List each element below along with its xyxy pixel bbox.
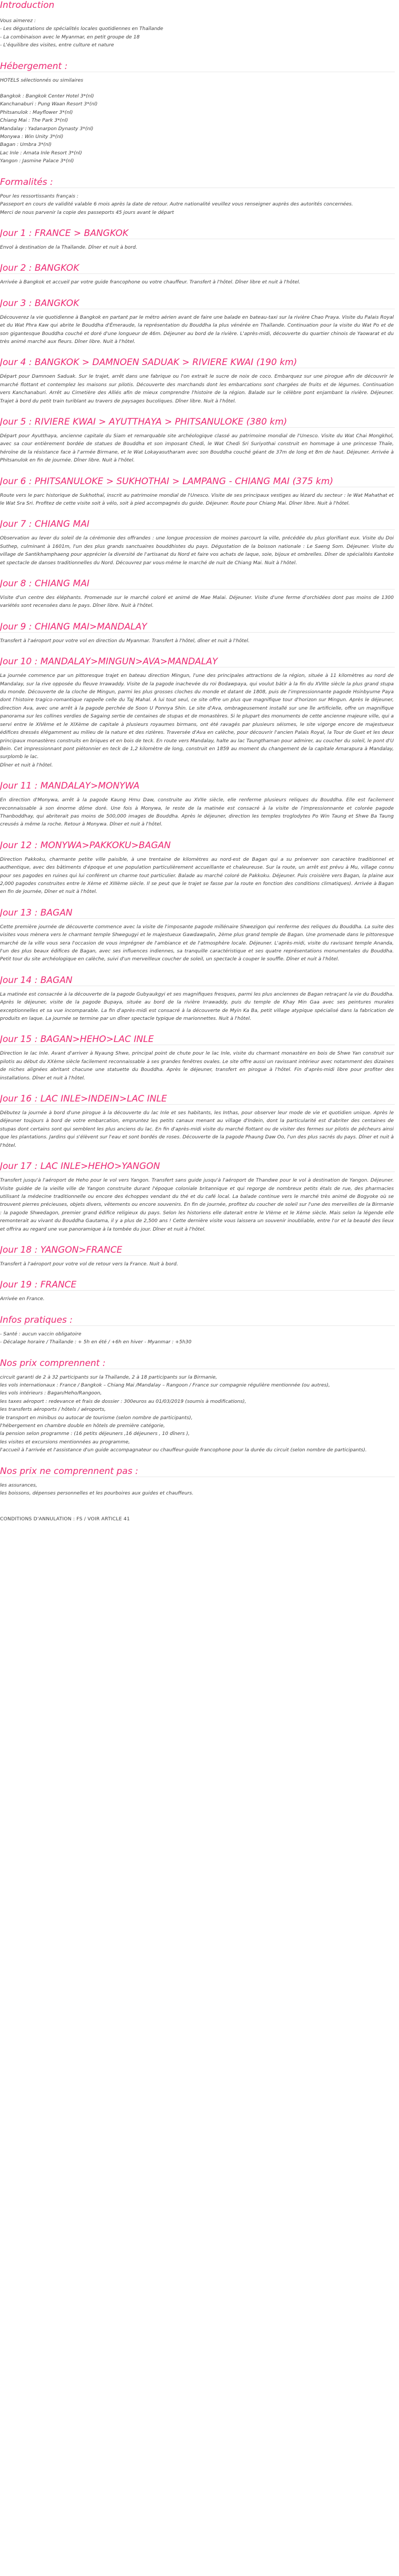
- day-description: Arrivée en France.: [0, 1296, 45, 1302]
- day-section: [0, 298, 395, 346]
- day-section: [0, 622, 395, 645]
- day-description: Observation au lever du soleil de la cérémonie des offrandes : une longue procession de moines parcourt la ville, précédée du plus glorifiant eux. Visite du Doi Suthep, culminant à 1601m, l'un des plus grands sanctuaires bouddhistes du pays. Dégustation de la boisson nationale : Le Saeng Som. Déjeuner. Visite du village de Santikhamphaeng pour apprécier la diversité de l'artisanat du Nord et faire vos achats de laque, soie, bijoux et ombrelles. Dîner de spécialités Kantoke et spectacle de danses traditionnelles du Nord. Découvrez par vous-même le marché de nuit de Chiang Mai. Nuit à l'hôtel.: [0, 535, 394, 566]
- prix-comprend-item: le transport en minibus ou autocar de tourisme (selon nombre de participants),: [0, 1414, 193, 1421]
- day-description: Direction Pakkoku, charmante petite ville paisible, à une trentaine de kilomètres au nord-est de Bagan qui a su préserver son caractère traditionnel et authentique, avec des bâtiments d'époque et une population particulièrement accueillante et chaleureuse. Sur la route, un arrêt est prévu à Mu, village connu pour ses pagodes en ruines qui lui conférent un charme tout particulier. Balade au marché coloré de Pakkoku. Déjeuner. Puis croisière vers Bagan, la plaine aux 2,000 pagodes construites entre le Xème et XIIIème siècle. Il se peut que le trajet se fasse par la route en fonction des conditions climatiques). Arrivée à Bagan en fin de journée, Dîner et nuit à l'hôtel.: [0, 856, 394, 895]
- day-section: [0, 1094, 395, 1149]
- prix-pas-section: [0, 1466, 395, 1498]
- day-title: Jour 9 : CHIANG MAI>MANDALAY: [0, 621, 147, 632]
- prix-comprend-section: [0, 1358, 395, 1454]
- section-divider: [0, 427, 395, 428]
- day-description: Envol à destination de la Thaïlande. Dîner et nuit à bord.: [0, 244, 137, 250]
- day-section: [0, 656, 395, 769]
- day-title: Jour 7 : CHIANG MAI: [0, 519, 89, 530]
- day-description: Transfert à l'aéroport pour votre vol de retour vers la France. Nuit à bord.: [0, 1261, 178, 1267]
- day-section: [0, 1245, 395, 1268]
- day-description: Cette première journée de découverte commence avec la visite de l'imposante pagode millénaire Shwezigon qui renferme des reliques du Bouddha. La suite des visites vous mènera vers le charmant temple Shwegugyi et le majestueux Gawdawpalin, 2ème plus grand temple de Bagan. Une promenade dans le pittoresque marché de la ville vous sera l'occasion de vous imprégner de l'ambiance et de l'atmosphère locale. Déjeuner. L'après-midi, visite du ravissant temple Ananda, l'un des plus beaux édifices de Bagan, avec ses influences indiennes, sa tranquille caractéristique et ses quatre représentations monumentales du Bouddha. Petit tour du site archéologique en calèche, suivi d'un merveilleux coucher de soleil, un spectacle à couper le souffle. Dîner et nuit à l'hôtel.: [0, 923, 394, 962]
- prix-pas-title: Nos prix ne comprennent pas :: [0, 1466, 138, 1477]
- infos-section: [0, 1315, 395, 1346]
- prix-comprend-list: [0, 1373, 395, 1454]
- day-description: Débutez la journée à bord d'une pirogue à la découverte du lac Inle et ses habitants, les Inthas, pour observer leur mode de vie et quotidien unique. Après le déjeuner toujours à bord de votre embarcation, empruntez les petits canaux menant au village d'Indein, dont la particularité est d'abriter des centaines de stupas dont certains sont qui semblent les plus anciens du lac. En fin d'après-midi visite du marché flottant ou de visiter des fermes sur pilotis de pêcheurs ainsi que les plantations. Jardins qui s'élèvent sur l'eau et sont bordés de roses. Découverte de la pagode Phaung Daw Oo, l'un des plus sacrés du pays. Dîner et nuit à l'hôtel.: [0, 1110, 394, 1148]
- infos-line: - Santé : aucun vaccin obligatoire: [0, 1331, 82, 1337]
- hebergement-intro: HOTELS sélectionnés ou similaires: [0, 77, 84, 83]
- day-section: [0, 417, 395, 465]
- day-description: Départ pour Damnoen Saduak. Sur le trajet, arrêt dans une fabrique ou l'on extrait le sucre de noix de coco. Embarquez sur une pirogue afin de découvrir le marché flottant et contemplez les maisons sur pilotis. Découverte des marchands dont les embarcations sont chargées de fruits et de légumes. Continuation vers Kanchanaburi. Arrêt au Cimetière des Alliés afin de mieux comprendre l'histoire de la région. Balade sur le célèbre pont enjambant la rivière. Déjeuner. Trajet à bord du petit train turiblant au travers de paysages bucoliques. Dîner libre. Nuit à l'hôtel.: [0, 373, 394, 404]
- day-title: Jour 19 : FRANCE: [0, 1280, 77, 1291]
- cancellation-conditions: CONDITIONS D'ANNULATION : FS / VOIR ARTICLE 41: [0, 1516, 130, 1522]
- day-title: Jour 11 : MANDALAY>MONYWA: [0, 781, 139, 792]
- prix-pas-item: les boissons, dépenses personnelles et les pourboires aux guides et chauffeurs.: [0, 1490, 194, 1497]
- prix-comprend-item: circuit garanti de 2 à 32 participants sur la Thaïlande, 2 à 18 participants sur la Birmanie,: [0, 1374, 217, 1380]
- infos-title: Infos pratiques :: [0, 1314, 73, 1325]
- day-description: Visite d'un centre des éléphants. Promenade sur le marché coloré et animé de Mae Malai. Déjeuner. Visite d'une ferme d'orchidées dont pas moins de 1300 variétés sont recensées dans le pays. Dîner libre. Nuit à l'hôtel.: [0, 595, 394, 609]
- prix-comprend-item: l'accueil à l'arrivée et l'assistance d'un guide accompagnateur ou chauffeur-guide francophone pour la durée du circuit (selon nombre de participants).: [0, 1447, 367, 1453]
- day-title: Jour 16 : LAC INLE>INDEIN>LAC INLE: [0, 1094, 167, 1105]
- section-divider: [0, 918, 395, 919]
- prix-comprend-title: Nos prix comprennent :: [0, 1358, 106, 1369]
- hotel-item: Kanchanaburi : Pung Waan Resort 3*(nl): [0, 101, 98, 107]
- formalites-paragraph: Pour les ressortissants français :: [0, 193, 78, 199]
- infos-line: - Décalage horaire / Thaïlande : + 5h en été / +6h en hiver - Myanmar : +5h30: [0, 1339, 192, 1345]
- introduction-line: - La combinaison avec le Myanmar, en petit groupe de 18: [0, 34, 140, 40]
- day-description: La matinée est consacrée à la découverte de la pagode Gubyaukgyi et ses magnifiques fresques, parmi les plus anciennes de Bagan retraçant la vie du Bouddha. Après le déjeuner, visite de la pagode Bupaya, située au bord de la rivière Irrawaddy, puis du temple de Khay Min Gaa avec ses peintures murales exceptionnelles et sa vue incomparable. La fin d'après-midi est consacré à la découverte de Myin Ka Ba, petit village atypique spécialisé dans la fabrication de produits en laque. La journée se termine par un dîner spectacle typique de marionnettes. Nuit à l'hôtel.: [0, 991, 394, 1022]
- day-section: [0, 975, 395, 1023]
- introduction-list: [0, 17, 395, 50]
- hotel-item: Phitsanulok : Mayflower 3*(nl): [0, 109, 73, 115]
- day-title: Jour 17 : LAC INLE>HEHO>YANGON: [0, 1161, 160, 1172]
- section-divider: [0, 529, 395, 530]
- hotel-item: Lac Inle : Amata Inle Resort 3*(nl): [0, 150, 82, 156]
- day-description: Arrivée à Bangkok et accueil par votre guide francophone ou votre chauffeur. Transfert à l'hôtel. Dîner libre et nuit à l'hôtel.: [0, 279, 301, 286]
- day-title: Jour 14 : BAGAN: [0, 975, 73, 986]
- day-section: [0, 840, 395, 896]
- day-description: Transfert à l'aéroport pour votre vol en direction du Myanmar. Transfert à l'hôtel, dîner et nuit à l'hôtel.: [0, 637, 250, 644]
- prix-comprend-item: les transferts aéroports / hôtels / aéroports,: [0, 1407, 106, 1413]
- day-title: Jour 5 : RIVIERE KWAI > AYUTTHAYA > PHITSANULOKE (380 km): [0, 416, 287, 427]
- introduction-line: - L'équilibre des visites, entre culture et nature: [0, 42, 114, 48]
- hotel-item: Monywa : Win Unity 3*(nl): [0, 134, 64, 140]
- day-title: Jour 6 : PHITSANULOKE > SUKHOTHAI > LAMPANG - CHIANG MAI (375 km): [0, 476, 334, 487]
- section-divider: [0, 1255, 395, 1256]
- day-section: [0, 908, 395, 963]
- prix-comprend-item: les vols internationaux : France / Bangkok – Chiang Mai /Mandalay – Rangoon / France sur compagnie régulière mentionnée (ou autres),: [0, 1382, 330, 1388]
- day-description: Transfert jusqu'à l'aéroport de Heho pour le vol vers Yangon. Transfert sans guide jusqu'à l'aéroport de Thandwe pour le vol à destination de Yangon. Déjeuner. Visite guidée de la vieille ville de Yangon construite durant l'époque coloniale britannique et qui regorge de nombreux petits étals de rue, des pharmacies utilisant la médecine traditionnelle ou encore des échoppes vendant du thé et du café local. La balade continue vers le marché très animé de Bogyoke où se trouvent pierres précieuses, objets divers, vêtements ou encore souvenirs. En fin de journée, profitez du coucher de soleil sur l'une des merveilles de la Birmanie : la pagode Shwedagon, premier grand édifice religieux du pays. Selon les historiens elle daterait entre le VIème et le Xème siècle. Mais selon la légende elle remonterait au vivant du Bouddha Gautama, il y a plus de 2,500 ans ! Cette dernière visite vous laissera un souvenir inoubliable, entre l'or et la beauté des lieux et offrira au regard une vue panoramique à la tombée du jour. Dîner et nuit à l'hôtel.: [0, 1177, 394, 1232]
- day-description: Départ pour Ayutthaya, ancienne capitale du Siam et remarquable site archéologique classé au patrimoine mondial de l'Unesco. Visite du Wat Chai Mongkhol, avec sa cour entièrement bordée de statues de Bouddha et son imposant Chedi, le Wat Chedi Sri Suriyothai construit en hommage à une princesse Thaïe, héroïne de la résistance face à l'armée Birmane, et le Wat Lokayasutharam avec son Bouddha couché géant de 37m de long et 8m de haut. Déjeuner. Arrivée à Phitsanulok en fin de journée. Dîner libre. Nuit à l'hôtel.: [0, 432, 394, 464]
- hotel-item: Bagan : Umbra 3*(nl): [0, 142, 52, 148]
- section-divider: [0, 1290, 395, 1291]
- prix-comprend-item: les visites et excursions mentionnées au programme,: [0, 1439, 130, 1445]
- day-section: [0, 357, 395, 405]
- day-description: Découverez la vie quotidienne à Bangkok en partant par le métro aérien avant de faire une balade en bateau-taxi sur la rivière Chao Praya. Visite du Palais Royal et du Wat Phra Kaw qui abrite le Bouddha d'Émeraude, la représentation du Bouddha la plus vénérée en Thaïlande. Continuation pour la visite du Wat Po et de son gigantesque Bouddha couché et doré d'une longueur de 46m. Déjeuner au bord de la rivière. L'après-midi, découverte du quartier chinois de Yaowarat et du très animé marché aux fleurs. Dîner libre. Nuit à l'hôtel.: [0, 314, 394, 345]
- hotel-item: Mandalay : Yadanarpon Dynasty 3*(nl): [0, 125, 94, 132]
- day-section: [0, 263, 395, 286]
- hotel-item: Chiang Mai : The Park 3*(nl): [0, 117, 68, 124]
- day-title: Jour 1 : FRANCE > BANGKOK: [0, 228, 128, 239]
- hotel-item: Yangon : Jasmine Palace 3*(nl): [0, 158, 74, 164]
- section-divider: [0, 1104, 395, 1105]
- prix-comprend-item: la pension selon programme : (16 petits déjeuners ,16 déjeuners , 10 dîners ),: [0, 1431, 190, 1437]
- hotel-item: Bangkok : Bangkok Center Hotel 3*(nl): [0, 93, 94, 100]
- day-section: [0, 1280, 395, 1303]
- formalites-section: [0, 177, 395, 217]
- introduction-title: Introduction: [0, 0, 55, 11]
- section-divider: [0, 791, 395, 792]
- day-description: Route vers le parc historique de Sukhothaï, inscrit au patrimoine mondial de l'Unesco. Visite de ses principaux vestiges au lézard du secteur : le Wat Mahathat et le Wat Sra Sri. Profitez de cette visite soit à vélo, soit à pied accompagnés du guide. Déjeuner. Route pour Chiang Mai. Dîner libre. Nuit à l'hôtel.: [0, 492, 394, 506]
- day-title: Jour 13 : BAGAN: [0, 907, 73, 918]
- hotel-list: [0, 92, 395, 165]
- section-divider: [0, 632, 395, 633]
- spacer: [0, 84, 395, 92]
- day-title: Jour 4 : BANGKOK > DAMNOEN SADUAK > RIVIERE KWAI (190 km): [0, 357, 297, 368]
- day-section: [0, 476, 395, 508]
- introduction-line: Vous aimerez :: [0, 18, 36, 24]
- introduction-line: - Les dégustations de spécialités locales quotidiennes en Thaïlande: [0, 26, 163, 32]
- day-title: Jour 2 : BANGKOK: [0, 263, 79, 274]
- prix-comprend-item: l'hébergement en chambre double en hôtels de première catégorie,: [0, 1423, 165, 1429]
- prix-comprend-item: les taxes aéroport : redevance et frais de dossier : 300euros au 01/03/2019 (soumis à modifications),: [0, 1398, 246, 1404]
- day-title: Jour 10 : MANDALAY>MINGUN>AVA>MANDALAY: [0, 656, 218, 667]
- section-divider: [0, 273, 395, 274]
- day-description: Direction le lac Inle. Avant d'arriver à Nyaung Shwe, principal point de chute pour le lac Inle, visite du charmant monastère en bois de Shwe Yan construit sur pilotis au début du XXème siècle facilement reconnaissable à ses grandes fenêtres ovales. Le site offre aussi un ravissant intérieur avec notamment des dizaines de niches alignées abritant chacune une statuette du Bouddha. Après le déjeuner, transfert en pirogue à l'hôtel. Fin d'après-midi libre pour profiter des installations. Dîner et nuit à l'hôtel.: [0, 1050, 394, 1081]
- day-section: [0, 578, 395, 610]
- day-description: En direction d'Monywa, arrêt à la pagode Kaung Hmu Daw, construite au XVIIe siècle, elle renferme plusieurs reliques du Bouddha. Elle est facilement reconnaissable à son énorme dôme doré. Une fois à Monywa, le reste de la matinée est consacré à la visite de l'impressionnante et colorée pagode Thanboddhay, qui abriterait pas moins de 500,000 images de Bouddha. Après le déjeuner, direction les temples troglodytes Po Win Taung et Shwe Ba Taung creusés à même la roche. Retour à Monywa. Dîner et nuit à l'hôtel.: [0, 797, 394, 828]
- formalites-title: Formalités :: [0, 176, 53, 188]
- day-section: [0, 781, 395, 829]
- day-description: La journée commence par un pittoresque trajet en bateau direction Mingun, l'une des principales attractions de la région, située à 11 kilomètres au nord de Mandalay, sur la rive opposée du fleuve Irrawaddy. Visite de la pagode inachevée du roi Bodawpaya, qui voulut bâtir à la fin du XVIIIe siècle la plus grand stupa du monde. Découverte de la cloche de Mingun, parmi les plus grosses cloches du monde et datant de 1808, puis de l'impressionnante pagode Hsinbyume Paya dont l'histoire tragico-romantique rappelle celle du Taj Mahal. A lui tout seul, ce site offre un plus que magnifique tour d'horizon sur Mingun. Après le déjeuner, direction Ava, avec une arrêt à la pagode perchée de Soon U Ponnya Shin. Le site d'Ava, ombrageusement installé sur une île artificielle, offre un magnifique panorama sur les collines verdies de Sagaing sertie de centaines de stupas et de monastères. Si le plupart des monuments de cette ancienne majeure ville, qui a servi entre le XIVème et le XIXème de capitale à plusieurs royaumes birmans, ont été ravagés par plusieurs séismes, le site vigorge encore de majestueux édifices dressés élégamment au milieu de la nature et des rizières. Traversée d'Ava en calèche, pour découvrir l'ancien Palais Royal, la Tour de Guet et les deux principaux monastères construits en briques et en bois de teck. En route vers Mandalay, halte au lac Taungthaman pour admirer, au coucher du soleil, le pont d'U Bein. Cet impressionnant pont piétonnier en teck de 1,2 kilomètre de long, construit en 1859 au moment du changement de la capitale Amarapura à Mandalay, surplomb le lac. Dîner et nuit à l'hôtel.: [0, 673, 394, 768]
- prix-pas-item: les assurances,: [0, 1482, 37, 1488]
- day-section: [0, 228, 395, 251]
- formalites-paragraph: Passeport en cours de validité valable 6 mois après la date de retour. Autre nationalité veuillez vous renseigner auprès des autorités concernées.: [0, 201, 353, 208]
- prix-comprend-item: les vols intérieurs : Bagan/Heho/Rangoon,: [0, 1390, 102, 1397]
- itinerary-days: [0, 228, 395, 1303]
- hebergement-title: Hébergement :: [0, 61, 68, 72]
- day-section: [0, 1161, 395, 1233]
- hebergement-section: [0, 61, 395, 165]
- introduction-section: [0, 0, 395, 50]
- section-divider: [0, 1325, 395, 1326]
- day-title: Jour 15 : BAGAN>HEHO>LAC INLE: [0, 1034, 154, 1045]
- day-section: [0, 1034, 395, 1082]
- day-title: Jour 8 : CHIANG MAI: [0, 578, 89, 589]
- day-section: [0, 519, 395, 567]
- day-title: Jour 18 : YANGON>FRANCE: [0, 1244, 123, 1255]
- day-title: Jour 3 : BANGKOK: [0, 298, 79, 309]
- formalites-paragraph: Merci de nous parvenir la copie des passeports 45 jours avant le départ: [0, 209, 174, 215]
- day-title: Jour 12 : MONYWA>PAKKOKU>BAGAN: [0, 840, 171, 851]
